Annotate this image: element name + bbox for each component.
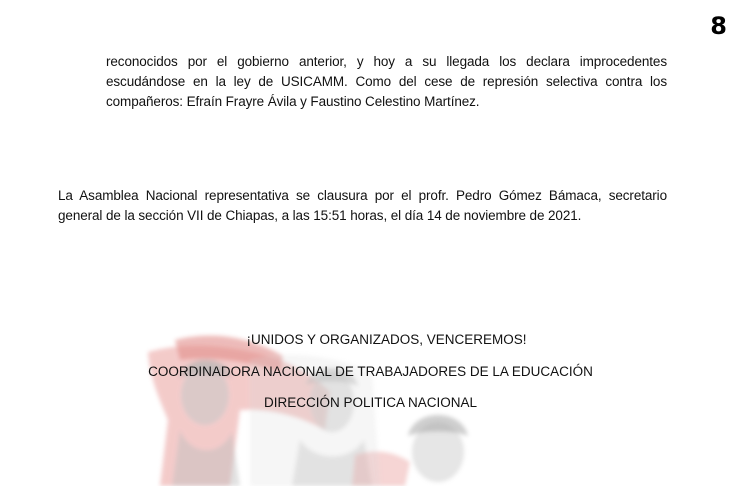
page-number: 8 — [710, 12, 727, 40]
paragraph-demands: reconocidos por el gobierno anterior, y hoy a su llegada los declara improcedentes escudándose en la ley de USICAMM. Como del cese de represión selectiva contra los compañeros: Efraín Frayre Ávila y Faustino Celestino Martínez. — [106, 54, 667, 109]
closing-direction: DIRECCIÓN POLITICA NACIONAL — [263, 395, 478, 410]
closing-organization: COORDINADORA NACIONAL DE TRABAJADORES DE LA EDUCACIÓN — [148, 364, 593, 379]
paragraph-closure: La Asamblea Nacional representativa se clausura por el profr. Pedro Gómez Bámaca, secretario general de la sección VII de Chiapas, a las 15:51 horas, el día 14 de noviembre de 2021. — [58, 188, 667, 223]
closing-slogan: ¡UNIDOS Y ORGANIZADOS, VENCEREMOS! — [246, 332, 527, 347]
